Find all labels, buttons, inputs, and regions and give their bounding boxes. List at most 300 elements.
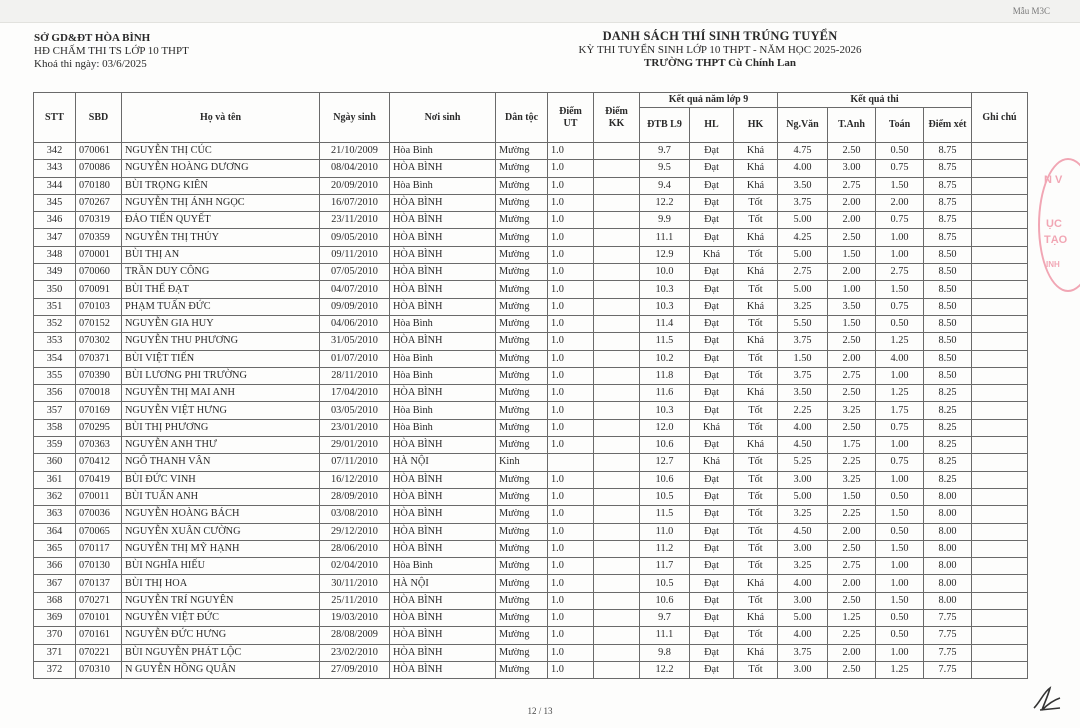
cell-dtb: 10.6	[640, 592, 690, 609]
cell-sbd: 070359	[76, 229, 122, 246]
cell-toan: 1.50	[876, 506, 924, 523]
cell-dob: 28/06/2010	[320, 540, 390, 557]
cell-hl: Đạt	[690, 644, 734, 661]
cell-hk: Khá	[734, 177, 778, 194]
cell-note	[972, 437, 1028, 454]
stamp-text: TẠO	[1044, 234, 1068, 246]
cell-stt: 353	[34, 333, 76, 350]
cell-ut: 1.0	[548, 471, 594, 488]
cell-hl: Đạt	[690, 385, 734, 402]
cell-toan: 1.25	[876, 333, 924, 350]
cell-toan: 0.50	[876, 523, 924, 540]
col-diemxet: Điểm xét	[924, 108, 972, 143]
cell-toan: 1.50	[876, 177, 924, 194]
cell-tanh: 2.00	[828, 575, 876, 592]
cell-ethnic: Mường	[496, 592, 548, 609]
cell-ngvan: 4.50	[778, 523, 828, 540]
cell-tanh: 2.00	[828, 644, 876, 661]
cell-name: BÙI THẾ ĐẠT	[122, 281, 320, 298]
cell-kk	[594, 644, 640, 661]
cell-pob: HÒA BÌNH	[390, 540, 496, 557]
cell-ngvan: 3.00	[778, 540, 828, 557]
table-row	[34, 627, 1028, 644]
table-row	[34, 575, 1028, 592]
cell-sbd: 070091	[76, 281, 122, 298]
col-toan: Toán	[876, 108, 924, 143]
cell-name: BÙI ĐỨC VINH	[122, 471, 320, 488]
cell-hl: Đạt	[690, 402, 734, 419]
cell-hk: Tốt	[734, 194, 778, 211]
cell-toan: 1.00	[876, 367, 924, 384]
cell-pob: HÒA BÌNH	[390, 246, 496, 263]
cell-diemxet: 7.75	[924, 610, 972, 627]
cell-pob: HÒA BÌNH	[390, 298, 496, 315]
cell-ngvan: 4.00	[778, 575, 828, 592]
cell-hl: Đạt	[690, 264, 734, 281]
cell-sbd: 070267	[76, 194, 122, 211]
cell-pob: HÒA BÌNH	[390, 506, 496, 523]
cell-dtb: 9.5	[640, 160, 690, 177]
cell-ethnic: Mường	[496, 540, 548, 557]
cell-toan: 1.50	[876, 592, 924, 609]
cell-ngvan: 5.25	[778, 454, 828, 471]
cell-name: BÙI THỊ AN	[122, 246, 320, 263]
cell-ethnic: Mường	[496, 385, 548, 402]
cell-pob: Hòa Bình	[390, 350, 496, 367]
header-right	[480, 30, 960, 71]
cell-note	[972, 246, 1028, 263]
cell-sbd: 070221	[76, 644, 122, 661]
cell-tanh: 3.50	[828, 298, 876, 315]
cell-sbd: 070180	[76, 177, 122, 194]
cell-stt: 360	[34, 454, 76, 471]
cell-hk: Khá	[734, 575, 778, 592]
cell-toan: 1.00	[876, 575, 924, 592]
cell-note	[972, 177, 1028, 194]
cell-dob: 07/11/2010	[320, 454, 390, 471]
cell-kk	[594, 385, 640, 402]
cell-note	[972, 540, 1028, 557]
cell-name: NGUYỄN THỊ ÁNH NGỌC	[122, 194, 320, 211]
col-ut: Điểm UT	[548, 93, 594, 143]
cell-tanh: 2.00	[828, 350, 876, 367]
cell-pob: HÒA BÌNH	[390, 194, 496, 211]
cell-dob: 19/03/2010	[320, 610, 390, 627]
cell-stt: 367	[34, 575, 76, 592]
cell-stt: 345	[34, 194, 76, 211]
cell-kk	[594, 661, 640, 678]
cell-pob: HÒA BÌNH	[390, 281, 496, 298]
cell-pob: HÒA BÌNH	[390, 627, 496, 644]
col-dob: Ngày sinh	[320, 93, 390, 143]
cell-ut: 1.0	[548, 264, 594, 281]
cell-ethnic: Mường	[496, 437, 548, 454]
col-note: Ghi chú	[972, 93, 1028, 143]
cell-stt: 354	[34, 350, 76, 367]
cell-kk	[594, 540, 640, 557]
table-row	[34, 644, 1028, 661]
cell-hk: Tốt	[734, 592, 778, 609]
cell-name: BÙI NGUYỄN PHÁT LỘC	[122, 644, 320, 661]
cell-ut: 1.0	[548, 315, 594, 332]
results-table	[33, 92, 1028, 679]
table-row	[34, 194, 1028, 211]
cell-ethnic: Mường	[496, 610, 548, 627]
stamp-text: N V	[1044, 174, 1063, 186]
cell-diemxet: 8.50	[924, 246, 972, 263]
cell-note	[972, 488, 1028, 505]
page-top-edge	[0, 0, 1080, 23]
cell-ethnic: Mường	[496, 419, 548, 436]
cell-ut: 1.0	[548, 385, 594, 402]
cell-sbd: 070060	[76, 264, 122, 281]
cell-dtb: 11.8	[640, 367, 690, 384]
cell-sbd: 070001	[76, 246, 122, 263]
cell-tanh: 2.50	[828, 143, 876, 160]
cell-toan: 0.75	[876, 212, 924, 229]
cell-kk	[594, 610, 640, 627]
cell-note	[972, 471, 1028, 488]
cell-hk: Tốt	[734, 454, 778, 471]
cell-ut: 1.0	[548, 523, 594, 540]
cell-note	[972, 644, 1028, 661]
cell-note	[972, 212, 1028, 229]
cell-hk: Tốt	[734, 523, 778, 540]
cell-dob: 08/04/2010	[320, 160, 390, 177]
cell-dob: 09/11/2010	[320, 246, 390, 263]
cell-hl: Đạt	[690, 298, 734, 315]
cell-tanh: 1.75	[828, 437, 876, 454]
cell-ethnic: Mường	[496, 177, 548, 194]
cell-kk	[594, 419, 640, 436]
cell-ut: 1.0	[548, 298, 594, 315]
cell-diemxet: 8.25	[924, 454, 972, 471]
cell-stt: 366	[34, 558, 76, 575]
cell-pob: Hòa Bình	[390, 367, 496, 384]
cell-dtb: 11.2	[640, 540, 690, 557]
cell-diemxet: 7.75	[924, 627, 972, 644]
cell-dob: 16/12/2010	[320, 471, 390, 488]
table-row	[34, 229, 1028, 246]
cell-name: BÙI THỊ PHƯƠNG	[122, 419, 320, 436]
cell-ngvan: 3.25	[778, 298, 828, 315]
cell-diemxet: 8.25	[924, 402, 972, 419]
cell-dtb: 12.2	[640, 661, 690, 678]
cell-sbd: 070390	[76, 367, 122, 384]
table-row	[34, 419, 1028, 436]
cell-hk: Khá	[734, 229, 778, 246]
cell-hl: Đạt	[690, 160, 734, 177]
cell-dtb: 9.7	[640, 143, 690, 160]
cell-tanh: 1.50	[828, 488, 876, 505]
cell-note	[972, 350, 1028, 367]
table-row	[34, 506, 1028, 523]
document-title: DANH SÁCH THÍ SINH TRÚNG TUYỂN	[602, 29, 838, 43]
cell-kk	[594, 177, 640, 194]
cell-name: NGUYỄN ĐỨC HƯNG	[122, 627, 320, 644]
page-number: 12 / 13	[527, 706, 553, 716]
cell-ut: 1.0	[548, 437, 594, 454]
cell-ngvan: 3.00	[778, 661, 828, 678]
cell-stt: 349	[34, 264, 76, 281]
cell-hl: Đạt	[690, 558, 734, 575]
cell-note	[972, 281, 1028, 298]
cell-name: TRẦN DUY CÔNG	[122, 264, 320, 281]
cell-name: BÙI LƯƠNG PHI TRƯỜNG	[122, 367, 320, 384]
cell-stt: 344	[34, 177, 76, 194]
cell-diemxet: 8.25	[924, 385, 972, 402]
cell-pob: Hòa Bình	[390, 143, 496, 160]
cell-name: NGUYỄN TRÍ NGUYÊN	[122, 592, 320, 609]
cell-ethnic: Mường	[496, 143, 548, 160]
cell-pob: HÒA BÌNH	[390, 437, 496, 454]
cell-hl: Khá	[690, 246, 734, 263]
cell-ut: 1.0	[548, 592, 594, 609]
cell-pob: HÀ NỘI	[390, 454, 496, 471]
col-stt: STT	[34, 93, 76, 143]
cell-ethnic: Kinh	[496, 454, 548, 471]
cell-tanh: 2.50	[828, 661, 876, 678]
cell-toan: 0.75	[876, 298, 924, 315]
cell-dtb: 10.0	[640, 264, 690, 281]
cell-ut: 1.0	[548, 644, 594, 661]
cell-dtb: 11.6	[640, 385, 690, 402]
cell-hl: Đạt	[690, 194, 734, 211]
cell-note	[972, 523, 1028, 540]
cell-tanh: 2.00	[828, 264, 876, 281]
cell-kk	[594, 575, 640, 592]
cell-dtb: 10.5	[640, 488, 690, 505]
cell-hk: Tốt	[734, 281, 778, 298]
cell-ethnic: Mường	[496, 367, 548, 384]
cell-ethnic: Mường	[496, 264, 548, 281]
cell-hk: Tốt	[734, 402, 778, 419]
cell-ngvan: 3.00	[778, 592, 828, 609]
cell-dtb: 11.5	[640, 506, 690, 523]
cell-toan: 0.50	[876, 315, 924, 332]
results-table-body	[34, 143, 1028, 679]
cell-dtb: 12.7	[640, 454, 690, 471]
cell-note	[972, 229, 1028, 246]
cell-hl: Đạt	[690, 315, 734, 332]
cell-name: NGUYỄN HOÀNG DƯƠNG	[122, 160, 320, 177]
cell-hl: Khá	[690, 419, 734, 436]
cell-diemxet: 8.50	[924, 367, 972, 384]
cell-hl: Đạt	[690, 367, 734, 384]
cell-diemxet: 8.25	[924, 419, 972, 436]
cell-hl: Đạt	[690, 281, 734, 298]
cell-name: N GUYỄN HỒNG QUÂN	[122, 661, 320, 678]
cell-toan: 0.75	[876, 160, 924, 177]
cell-dob: 29/12/2010	[320, 523, 390, 540]
cell-diemxet: 8.00	[924, 575, 972, 592]
cell-diemxet: 8.75	[924, 212, 972, 229]
cell-sbd: 070371	[76, 350, 122, 367]
cell-dob: 25/11/2010	[320, 592, 390, 609]
table-row	[34, 454, 1028, 471]
stamp-text: INH	[1046, 260, 1060, 269]
cell-hl: Đạt	[690, 661, 734, 678]
cell-pob: HÒA BÌNH	[390, 488, 496, 505]
cell-pob: HÒA BÌNH	[390, 229, 496, 246]
cell-dob: 28/11/2010	[320, 367, 390, 384]
cell-stt: 364	[34, 523, 76, 540]
cell-dob: 17/04/2010	[320, 385, 390, 402]
col-kk: Điểm KK	[594, 93, 640, 143]
cell-hk: Tốt	[734, 540, 778, 557]
cell-ethnic: Mường	[496, 402, 548, 419]
cell-ethnic: Mường	[496, 246, 548, 263]
cell-dob: 31/05/2010	[320, 333, 390, 350]
cell-kk	[594, 471, 640, 488]
cell-hk: Khá	[734, 264, 778, 281]
cell-dtb: 10.3	[640, 298, 690, 315]
cell-dob: 03/08/2010	[320, 506, 390, 523]
cell-pob: Hòa Bình	[390, 419, 496, 436]
cell-ut: 1.0	[548, 540, 594, 557]
cell-ut	[548, 454, 594, 471]
cell-kk	[594, 333, 640, 350]
cell-name: BÙI TUẤN ANH	[122, 488, 320, 505]
cell-ethnic: Mường	[496, 333, 548, 350]
table-row	[34, 592, 1028, 609]
cell-stt: 346	[34, 212, 76, 229]
cell-hl: Đạt	[690, 350, 734, 367]
cell-diemxet: 8.75	[924, 143, 972, 160]
cell-kk	[594, 315, 640, 332]
cell-toan: 0.50	[876, 610, 924, 627]
cell-toan: 0.50	[876, 143, 924, 160]
table-row	[34, 367, 1028, 384]
cell-hk: Tốt	[734, 419, 778, 436]
cell-hl: Đạt	[690, 177, 734, 194]
cell-hk: Tốt	[734, 558, 778, 575]
cell-stt: 362	[34, 488, 76, 505]
exam-date: Khoá thi ngày: 03/6/2025	[34, 58, 147, 70]
cell-sbd: 070011	[76, 488, 122, 505]
table-row	[34, 143, 1028, 160]
cell-ngvan: 4.00	[778, 419, 828, 436]
table-row	[34, 385, 1028, 402]
cell-tanh: 2.00	[828, 523, 876, 540]
cell-name: NGUYỄN VIỆT ĐỨC	[122, 610, 320, 627]
cell-stt: 351	[34, 298, 76, 315]
cell-sbd: 070412	[76, 454, 122, 471]
header-left	[34, 32, 189, 71]
cell-dtb: 10.6	[640, 471, 690, 488]
cell-note	[972, 558, 1028, 575]
table-row	[34, 437, 1028, 454]
cell-note	[972, 402, 1028, 419]
cell-diemxet: 8.00	[924, 540, 972, 557]
table-row	[34, 488, 1028, 505]
cell-sbd: 070018	[76, 385, 122, 402]
cell-tanh: 2.25	[828, 506, 876, 523]
cell-dob: 21/10/2009	[320, 143, 390, 160]
cell-ut: 1.0	[548, 333, 594, 350]
cell-stt: 372	[34, 661, 76, 678]
cell-hl: Đạt	[690, 229, 734, 246]
cell-toan: 0.50	[876, 627, 924, 644]
cell-toan: 1.00	[876, 246, 924, 263]
cell-hk: Khá	[734, 437, 778, 454]
cell-diemxet: 7.75	[924, 644, 972, 661]
cell-diemxet: 8.00	[924, 506, 972, 523]
cell-dtb: 11.1	[640, 229, 690, 246]
cell-tanh: 2.00	[828, 194, 876, 211]
cell-sbd: 070271	[76, 592, 122, 609]
col-sbd: SBD	[76, 93, 122, 143]
cell-tanh: 2.50	[828, 229, 876, 246]
cell-dob: 20/09/2010	[320, 177, 390, 194]
cell-ethnic: Mường	[496, 558, 548, 575]
cell-hk: Tốt	[734, 471, 778, 488]
cell-stt: 370	[34, 627, 76, 644]
table-row	[34, 246, 1028, 263]
cell-hl: Đạt	[690, 575, 734, 592]
cell-toan: 0.50	[876, 488, 924, 505]
cell-hl: Đạt	[690, 212, 734, 229]
cell-note	[972, 367, 1028, 384]
cell-sbd: 070161	[76, 627, 122, 644]
cell-stt: 357	[34, 402, 76, 419]
cell-ut: 1.0	[548, 610, 594, 627]
cell-pob: HÒA BÌNH	[390, 471, 496, 488]
cell-ethnic: Mường	[496, 315, 548, 332]
cell-hl: Đạt	[690, 333, 734, 350]
cell-diemxet: 8.00	[924, 558, 972, 575]
cell-pob: HÀ NỘI	[390, 575, 496, 592]
cell-ut: 1.0	[548, 212, 594, 229]
cell-name: NGUYỄN VIỆT HƯNG	[122, 402, 320, 419]
table-row	[34, 350, 1028, 367]
cell-ngvan: 3.25	[778, 558, 828, 575]
cell-ethnic: Mường	[496, 281, 548, 298]
cell-ngvan: 3.75	[778, 194, 828, 211]
cell-pob: HÒA BÌNH	[390, 592, 496, 609]
cell-ethnic: Mường	[496, 523, 548, 540]
cell-name: NGUYỄN GIA HUY	[122, 315, 320, 332]
col-hk: HK	[734, 108, 778, 143]
cell-pob: HÒA BÌNH	[390, 661, 496, 678]
cell-tanh: 2.50	[828, 540, 876, 557]
cell-pob: Hòa Bình	[390, 315, 496, 332]
cell-hk: Khá	[734, 160, 778, 177]
cell-dtb: 10.5	[640, 575, 690, 592]
cell-tanh: 2.50	[828, 333, 876, 350]
cell-diemxet: 8.00	[924, 523, 972, 540]
cell-pob: HÒA BÌNH	[390, 264, 496, 281]
cell-kk	[594, 143, 640, 160]
cell-dob: 23/01/2010	[320, 419, 390, 436]
cell-hk: Tốt	[734, 367, 778, 384]
table-row	[34, 402, 1028, 419]
col-name: Họ và tên	[122, 93, 320, 143]
cell-pob: HÒA BÌNH	[390, 610, 496, 627]
cell-ngvan: 3.75	[778, 367, 828, 384]
cell-sbd: 070363	[76, 437, 122, 454]
cell-diemxet: 8.50	[924, 315, 972, 332]
cell-note	[972, 315, 1028, 332]
cell-tanh: 3.25	[828, 471, 876, 488]
cell-sbd: 070086	[76, 160, 122, 177]
cell-ut: 1.0	[548, 419, 594, 436]
cell-pob: HÒA BÌNH	[390, 385, 496, 402]
cell-dtb: 9.9	[640, 212, 690, 229]
cell-ut: 1.0	[548, 488, 594, 505]
cell-ethnic: Mường	[496, 627, 548, 644]
cell-sbd: 070152	[76, 315, 122, 332]
